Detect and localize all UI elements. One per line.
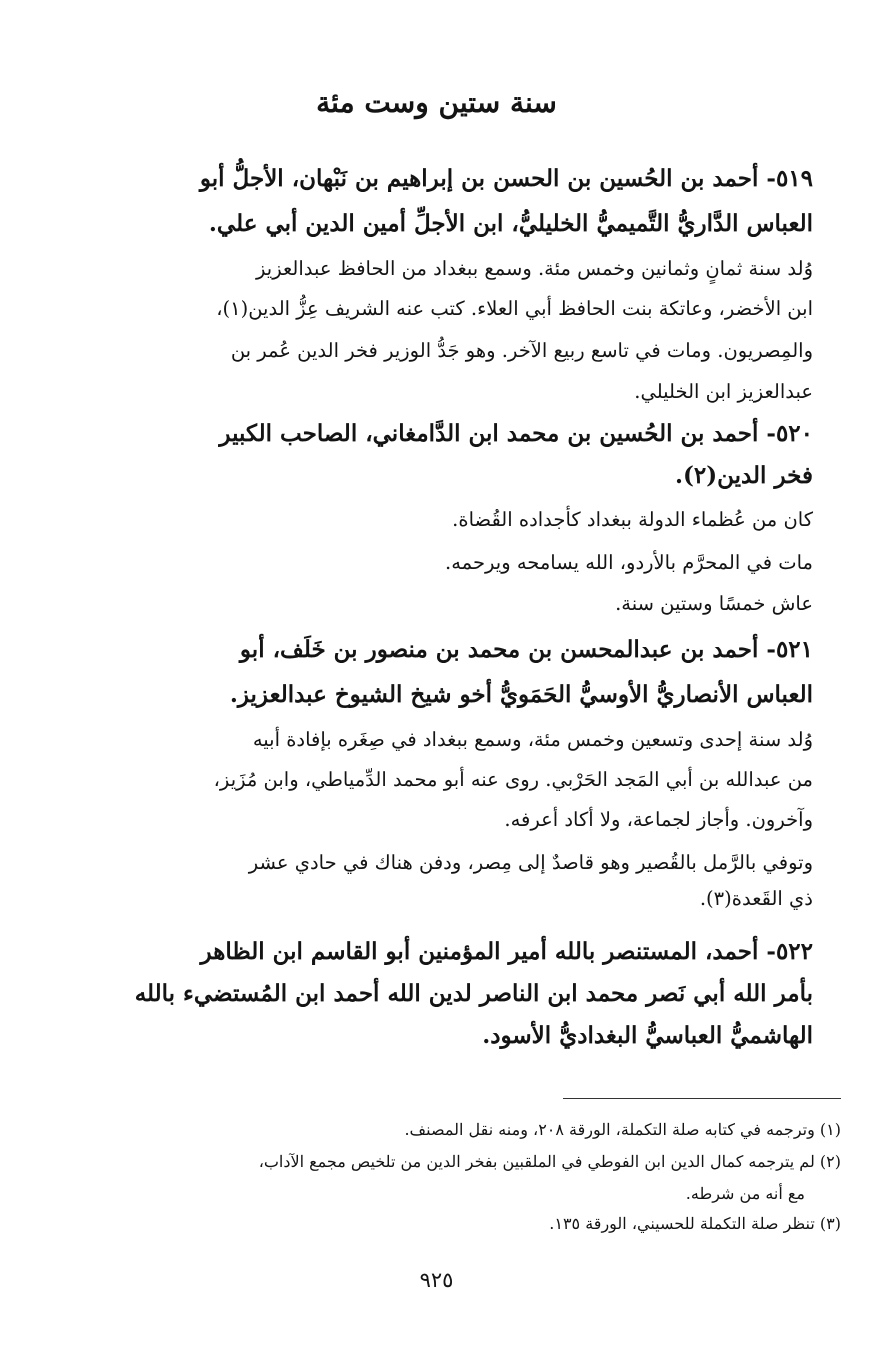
entry-521-heading-line-1: ٥٢١- أحمد بن عبدالمحسن بن محمد بن منصور بن خَلَف، أبو bbox=[239, 636, 813, 663]
entry-521-body-line-3: وآخرون. وأجاز لجماعة، ولا أكاد أعرفه. bbox=[504, 808, 813, 831]
entry-521-heading-line-2: العباس الأنصاريُّ الأوسيُّ الحَمَويُّ أخو شيخ الشيوخ عبدالعزيز. bbox=[229, 681, 813, 708]
entry-519-body-line-1: وُلد سنة ثمانٍ وثمانين وخمس مئة. وسمع ببغداد من الحافظ عبدالعزيز bbox=[256, 257, 813, 280]
entry-519-body-line-4: عبدالعزيز ابن الخليلي. bbox=[634, 380, 813, 403]
footnote-3: (٣) تنظر صلة التكملة للحسيني، الورقة ١٣٥. bbox=[549, 1214, 841, 1233]
entry-520-body-line-2: مات في المحرَّم بالأردو، الله يسامحه ويرحمه. bbox=[445, 551, 813, 574]
page-number: ٩٢٥ bbox=[419, 1268, 454, 1292]
entry-520-heading-line-2: فخر الدين(٢). bbox=[674, 462, 813, 489]
entry-519-body-line-3: والمِصريون. ومات في تاسع ربيع الآخر. وهو جَدُّ الوزير فخر الدين عُمر بن bbox=[230, 339, 813, 362]
footnote-1: (١) وترجمه في كتابه صلة التكملة، الورقة ٢٠٨، ومنه نقل المصنف. bbox=[404, 1120, 841, 1139]
entry-520-body-line-1: كان من عُظماء الدولة ببغداد كأجداده القُضاة. bbox=[452, 508, 813, 531]
entry-519-body-line-2: ابن الأخضر، وعاتكة بنت الحافظ أبي العلاء. كتب عنه الشريف عِزُّ الدين(١)، bbox=[216, 297, 813, 320]
entry-522-heading-line-1: ٥٢٢- أحمد، المستنصر بالله أمير المؤمنين أبو القاسم ابن الظاهر bbox=[200, 938, 813, 965]
entry-520-heading-line-1: ٥٢٠- أحمد بن الحُسين بن محمد ابن الدَّامغاني، الصاحب الكبير bbox=[219, 420, 813, 447]
entry-521-body-line-4: وتوفي بالرَّمل بالقُصير وهو قاصدٌ إلى مِصر، ودفن هناك في حادي عشر bbox=[248, 851, 813, 874]
entry-519-heading-line-2: العباس الدَّاريُّ التَّميميُّ الخليليُّ، ابن الأجلِّ أمين الدين أبي علي. bbox=[208, 210, 813, 237]
footnote-2-continued: مع أنه من شرطه. bbox=[685, 1184, 805, 1203]
footnote-2: (٢) لم يترجمه كمال الدين ابن الفوطي في الملقبين بفخر الدين من تلخيص مجمع الآداب، bbox=[258, 1152, 841, 1171]
footnote-divider bbox=[563, 1098, 841, 1099]
entry-519-heading-line-1: ٥١٩- أحمد بن الحُسين بن الحسن بن إبراهيم بن نَبْهان، الأجلُّ أبو bbox=[199, 165, 813, 192]
entry-521-body-line-2: من عبدالله بن أبي المَجد الحَرْبي. روى عنه أبو محمد الدِّمياطي، وابن مُزَيز، bbox=[213, 768, 813, 791]
entry-521-body-line-5: ذي القَعدة(٣). bbox=[699, 887, 813, 910]
entry-520-body-line-3: عاش خمسًا وستين سنة. bbox=[615, 592, 813, 615]
page-title: سنة ستين وست مئة bbox=[316, 86, 557, 119]
entry-521-body-line-1: وُلد سنة إحدى وتسعين وخمس مئة، وسمع ببغداد في صِغَره بإفادة أبيه bbox=[252, 728, 813, 751]
entry-522-heading-line-3: الهاشميُّ العباسيُّ البغداديُّ الأسود. bbox=[482, 1022, 813, 1049]
entry-522-heading-line-2: بأمر الله أبي نَصر محمد ابن الناصر لدين الله أحمد ابن المُستضيء بالله bbox=[134, 980, 813, 1007]
